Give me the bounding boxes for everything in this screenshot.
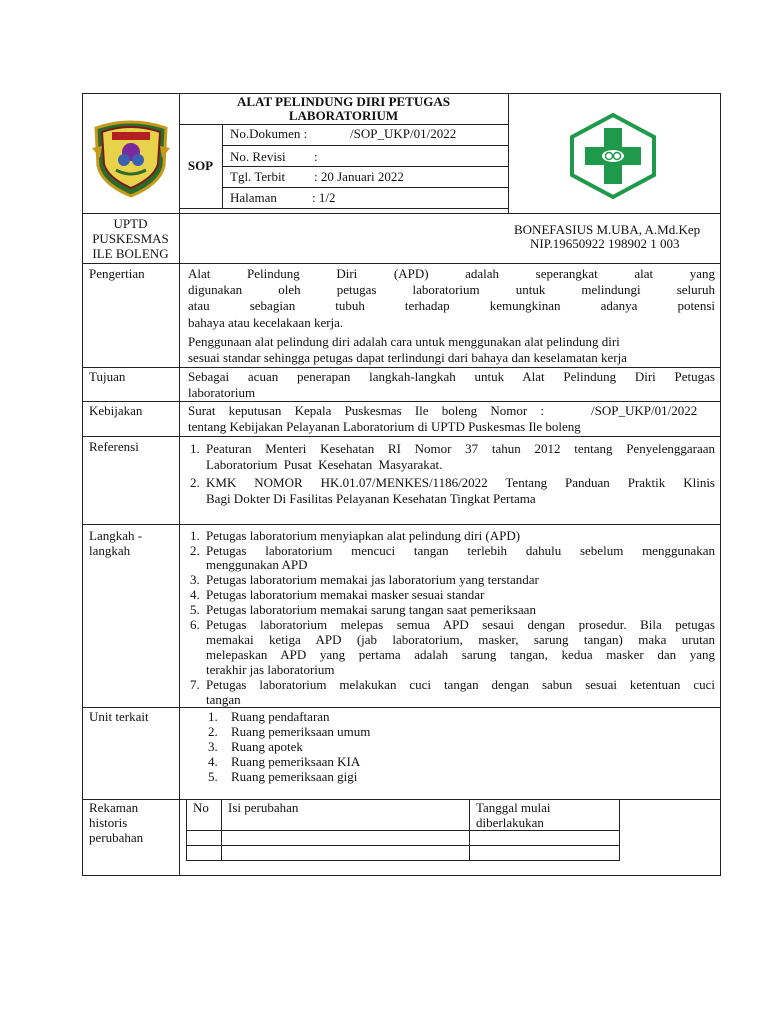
right-logo bbox=[568, 112, 658, 200]
regional-emblem-icon bbox=[88, 118, 174, 198]
pengertian-line: Penggunaan alat pelindung diri adalah cara untuk menggunakan alat pelindung diri bbox=[188, 334, 620, 349]
tujuan-line: Sebagai acuan penerapan langkah-langkah untuk Alat Pelindung Diri Petugas bbox=[188, 369, 715, 384]
unit-terkait-label: Unit terkait bbox=[89, 709, 149, 724]
sop-label: SOP bbox=[187, 158, 214, 173]
no-revisi-label: No. Revisi bbox=[230, 149, 286, 164]
langkah-line: Petugas laboratorium memakai masker sesuai standar bbox=[206, 587, 485, 602]
referensi-line: Laboratorium Pusat Kesehatan Masyarakat. bbox=[206, 457, 443, 472]
unit-number: 1. bbox=[208, 709, 218, 724]
langkah-line: memakai ketiga APD (jab laboratorium, masker, sarung tangan) maka urutan bbox=[206, 632, 715, 647]
org-line-3: ILE BOLENG bbox=[92, 246, 169, 261]
langkah-line: tangan bbox=[206, 692, 241, 707]
referensi-number: 2. bbox=[190, 475, 200, 490]
tgl-terbit-label: Tgl. Terbit bbox=[230, 169, 286, 184]
langkah-number: 5. bbox=[190, 602, 200, 617]
langkah-line: melepaskan APD yang pertama adalah sarung tangan, kedua masker dan yang bbox=[206, 647, 715, 662]
tgl-terbit-value: : 20 Januari 2022 bbox=[314, 169, 404, 184]
referensi-line: Peaturan Menteri Kesehatan RI Nomor 37 tahun 2012 tentang Penyelenggaraan bbox=[206, 441, 715, 456]
pengertian-line: atau sebagian tubuh terhadap kemungkinan adanya potensi bbox=[188, 298, 715, 313]
langkah-number: 7. bbox=[190, 677, 200, 692]
halaman-value: : 1/2 bbox=[312, 190, 336, 205]
title-line-2: LABORATORIUM bbox=[288, 108, 399, 123]
unit-number: 5. bbox=[208, 769, 218, 784]
puskesmas-green-cross-icon bbox=[568, 112, 658, 200]
unit-number: 4. bbox=[208, 754, 218, 769]
org-line-1: UPTD bbox=[113, 216, 148, 231]
signer-name: BONEFASIUS M.UBA, A.Md.Kep bbox=[514, 222, 701, 237]
pengertian-line: digunakan oleh petugas laboratorium untuk melindungi seluruh bbox=[188, 282, 715, 297]
langkah-label-line-1: Langkah - bbox=[89, 528, 143, 543]
rekaman-label bbox=[89, 800, 143, 845]
langkah-number: 1. bbox=[190, 528, 200, 543]
unit-number: 3. bbox=[208, 739, 218, 754]
unit-item: Ruang pemeriksaan gigi bbox=[231, 769, 358, 784]
langkah-line: menggunakan APD bbox=[206, 557, 308, 572]
langkah-label-line-2: langkah bbox=[89, 543, 131, 558]
pengertian-line: Alat Pelindung Diri (APD) adalah seperangkat alat yang bbox=[188, 266, 715, 281]
langkah-line: Petugas laboratorium memakai sarung tangan saat pemeriksaan bbox=[206, 602, 536, 617]
langkah-line: Petugas laboratorium memakai jas laboratorium yang terstandar bbox=[206, 572, 539, 587]
langkah-number: 4. bbox=[190, 587, 200, 602]
no-dokumen-label: No.Dokumen : bbox=[230, 126, 308, 141]
left-logo bbox=[88, 118, 174, 198]
table-header-tanggal-line-1: Tanggal mulai bbox=[476, 800, 551, 815]
pengertian-label: Pengertian bbox=[89, 266, 145, 281]
table-header-tanggal bbox=[476, 800, 551, 830]
tujuan-line: laboratorium bbox=[188, 385, 256, 400]
table-header-isi: Isi perubahan bbox=[228, 800, 299, 815]
kebijakan-label: Kebijakan bbox=[89, 403, 143, 418]
halaman-label: Halaman bbox=[230, 190, 277, 205]
rekaman-label-line-2: historis bbox=[89, 815, 128, 830]
langkah-number: 2. bbox=[190, 543, 200, 558]
referensi-number: 1. bbox=[190, 441, 200, 456]
rekaman-label-line-3: perubahan bbox=[89, 830, 144, 845]
table-header-no: No bbox=[193, 800, 209, 815]
referensi-line: Bagi Dokter Di Fasilitas Pelayanan Kesehatan Tingkat Pertama bbox=[206, 491, 536, 506]
langkah-number: 6. bbox=[190, 617, 200, 632]
langkah-number: 3. bbox=[190, 572, 200, 587]
signer-nip: NIP.19650922 198902 1 003 bbox=[530, 236, 680, 251]
langkah-label bbox=[89, 528, 142, 558]
document-title bbox=[179, 95, 508, 123]
langkah-line: Petugas laboratorium menyiapkan alat pelindung diri (APD) bbox=[206, 528, 521, 543]
referensi-line: KMK NOMOR HK.01.07/MENKES/1186/2022 Tentang Panduan Praktik Klinis bbox=[206, 475, 715, 490]
unit-item: Ruang pemeriksaan umum bbox=[231, 724, 371, 739]
kebijakan-line-right: /SOP_UKP/01/2022 bbox=[591, 403, 698, 418]
no-revisi-value: : bbox=[314, 149, 318, 164]
pengertian-line: sesuai standar sehingga petugas dapat terlindungi dari bahaya dan keselamatan kerja bbox=[188, 350, 627, 365]
kebijakan-line-left: Surat keputusan Kepala Puskesmas Ile boleng Nomor : bbox=[188, 403, 544, 418]
pengertian-line: bahaya atau kecelakaan kerja. bbox=[188, 315, 344, 330]
langkah-line: Petugas laboratorium melakukan cuci tangan dengan sabun sesuai ketentuan cuci bbox=[206, 677, 715, 692]
no-dokumen-value: /SOP_UKP/01/2022 bbox=[350, 126, 457, 141]
langkah-line: Petugas laboratorium mencuci tangan terlebih dahulu sebelum menggunakan bbox=[206, 543, 715, 558]
referensi-label: Referensi bbox=[89, 439, 139, 454]
tujuan-label: Tujuan bbox=[89, 369, 126, 384]
kebijakan-line: tentang Kebijakan Pelayanan Laboratorium di UPTD Puskesmas Ile boleng bbox=[188, 419, 581, 434]
table-header-tanggal-line-2: diberlakukan bbox=[476, 815, 544, 830]
unit-item: Ruang pemeriksaan KIA bbox=[231, 754, 361, 769]
unit-item: Ruang pendaftaran bbox=[231, 709, 330, 724]
unit-number: 2. bbox=[208, 724, 218, 739]
title-line-1: ALAT PELINDUNG DIRI PETUGAS bbox=[237, 94, 450, 109]
langkah-line: terakhir jas laboratorium bbox=[206, 662, 335, 677]
rekaman-label-line-1: Rekaman bbox=[89, 800, 139, 815]
langkah-line: Petugas laboratorium melepas semua APD sesaui dengan prosedur. Bila petugas bbox=[206, 617, 715, 632]
unit-item: Ruang apotek bbox=[231, 739, 303, 754]
organization-name bbox=[82, 216, 179, 261]
org-line-2: PUSKESMAS bbox=[92, 231, 169, 246]
